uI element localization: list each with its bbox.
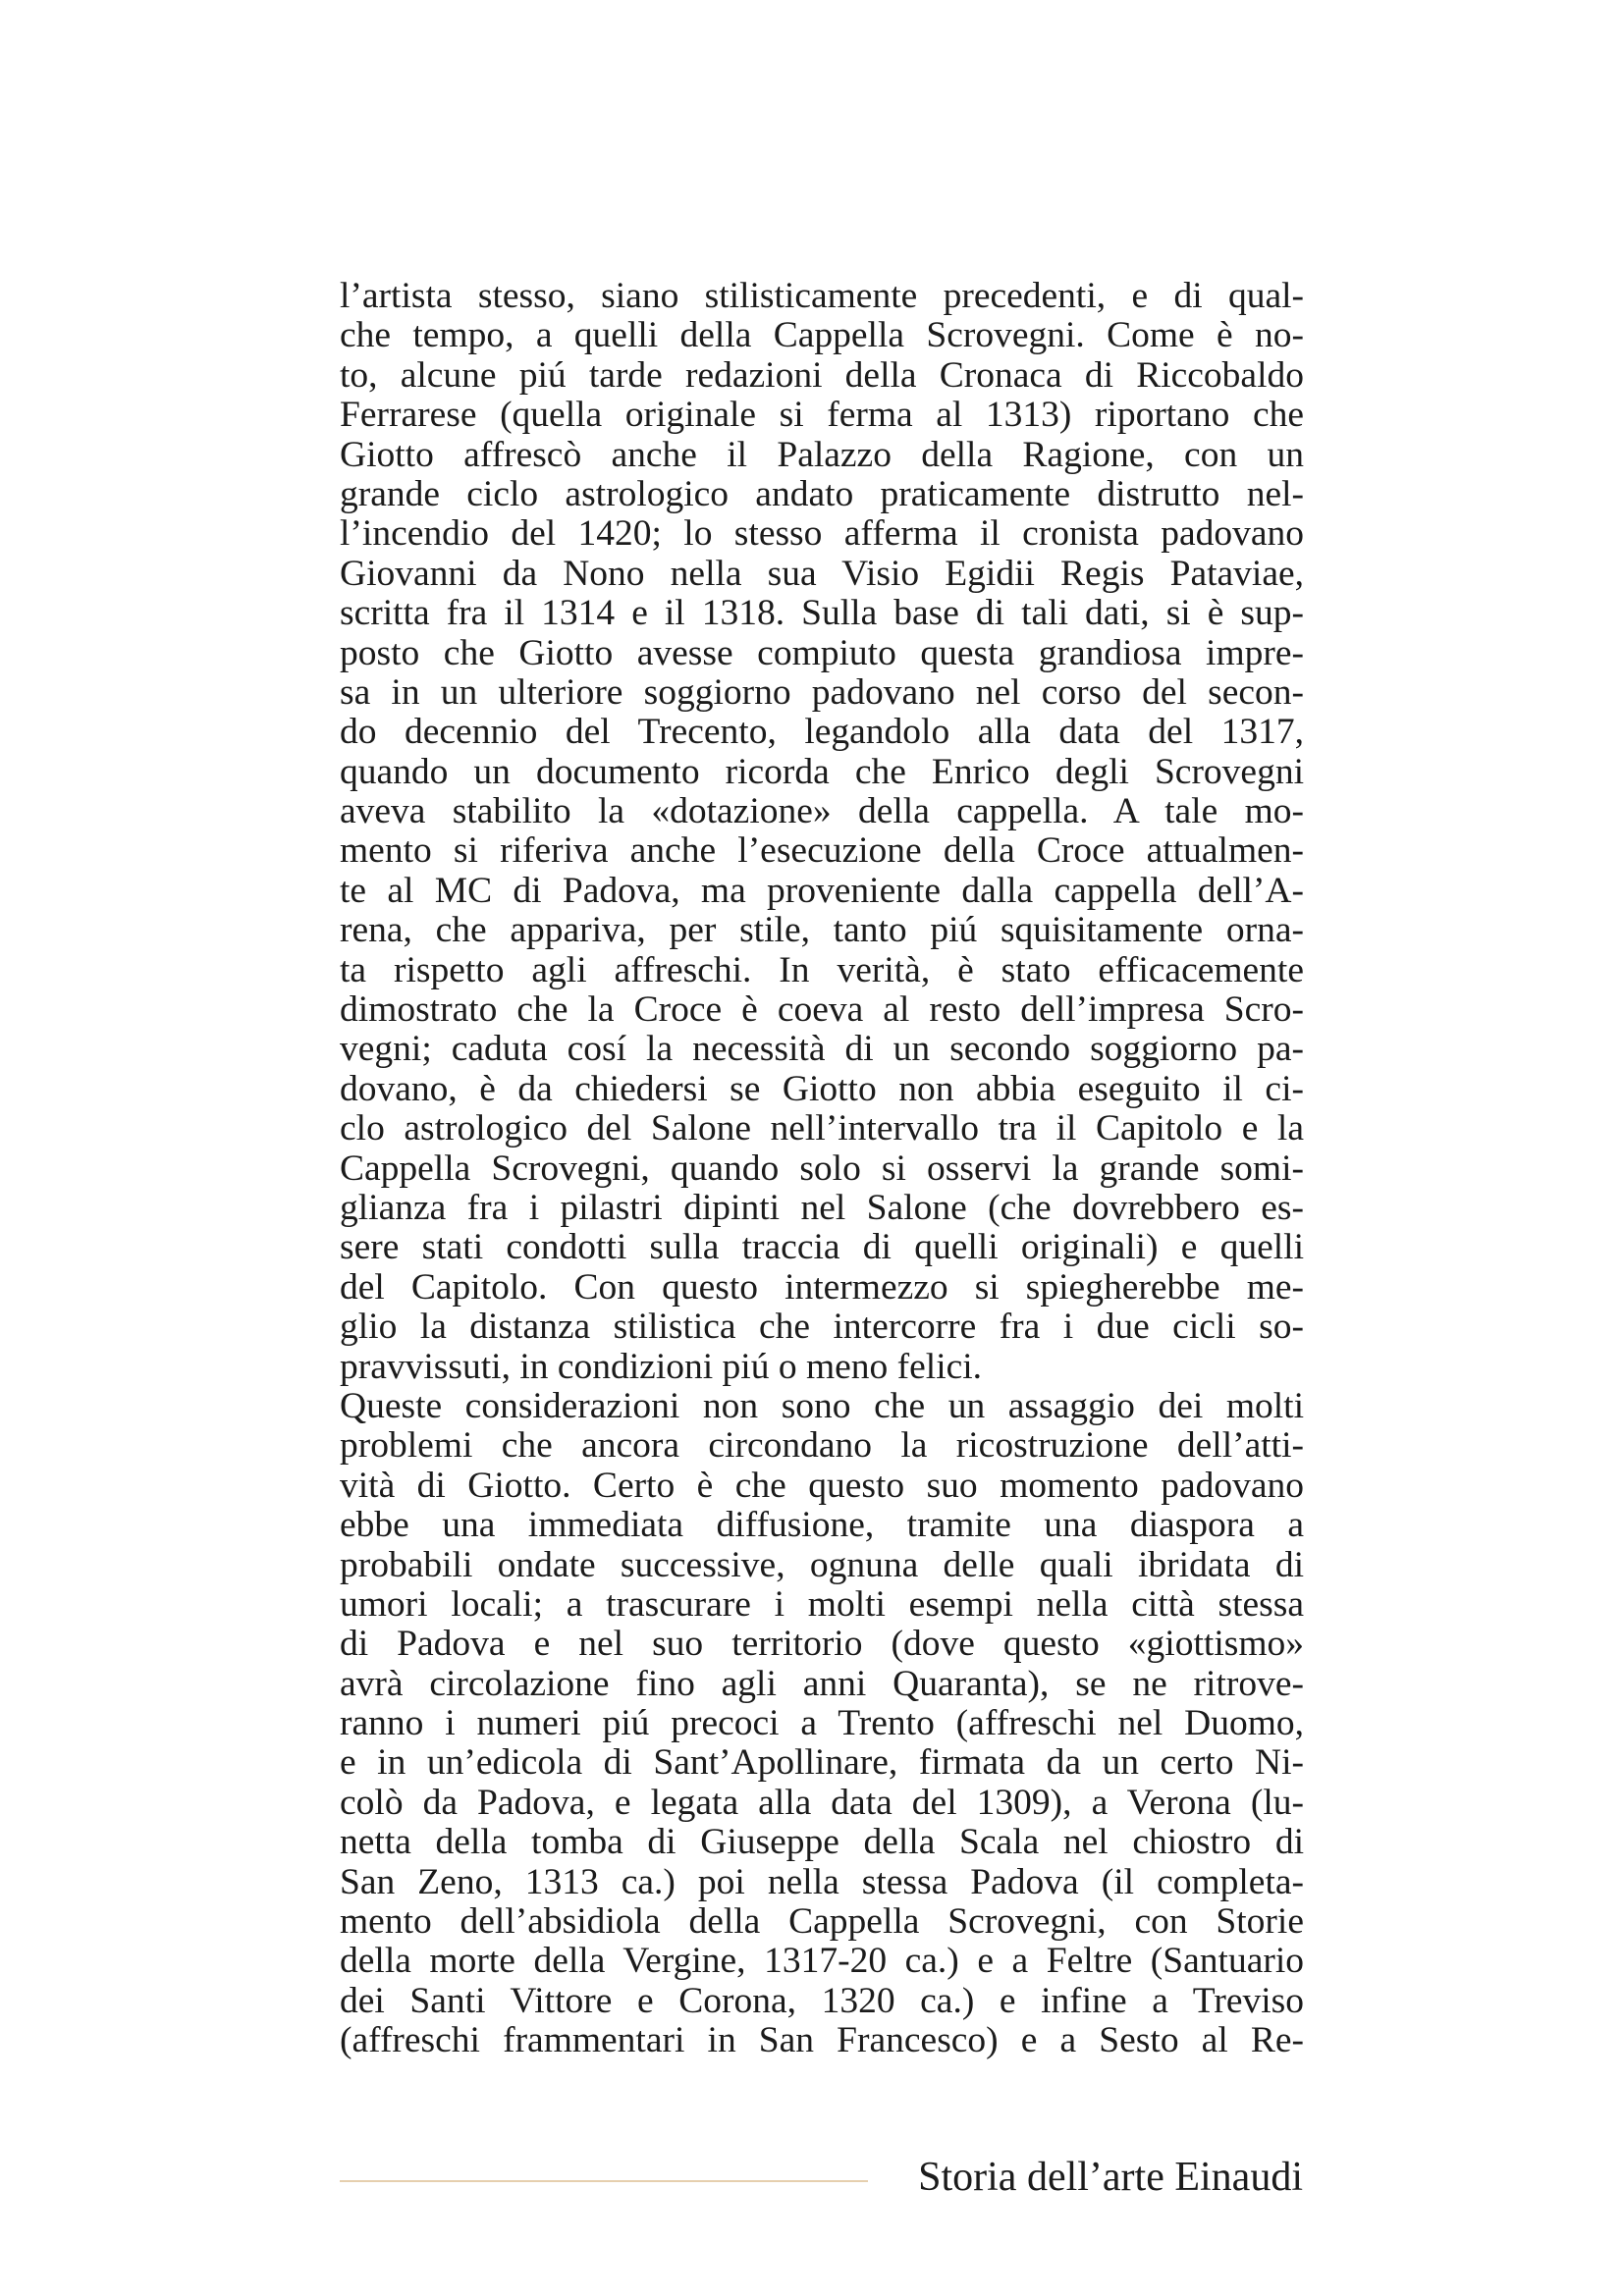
text-line: San Zeno, 1313 ca.) poi nella stessa Padova (il completa-: [340, 1861, 1304, 1902]
text-line: netta della tomba di Giuseppe della Scala nel chiostro di: [340, 1822, 1304, 1863]
text-line: pravvissuti, in condizioni piú o meno felici.: [340, 1346, 983, 1387]
text-line: ranno i numeri piú precoci a Trento (affreschi nel Duomo,: [340, 1703, 1304, 1744]
body-text: [340, 277, 1304, 2061]
text-line: avrà circolazione fino agli anni Quaranta), se ne ritrove-: [340, 1663, 1304, 1704]
text-line: Giotto affrescò anche il Palazzo della Ragione, con un: [340, 434, 1304, 475]
text-line: del Capitolo. Con questo intermezzo si spiegherebbe me-: [340, 1266, 1304, 1308]
text-line: dovano, è da chiedersi se Giotto non abbia eseguito il ci-: [340, 1068, 1304, 1109]
text-line: ta rispetto agli affreschi. In verità, è stato efficacemente: [340, 949, 1304, 990]
text-line: di Padova e nel suo territorio (dove questo «giottismo»: [340, 1624, 1304, 1665]
text-line: umori locali; a trascurare i molti esempi nella città stessa: [340, 1583, 1304, 1625]
text-line: della morte della Vergine, 1317-20 ca.) e a Feltre (Santuario: [340, 1941, 1304, 1982]
text-line: te al MC di Padova, ma proveniente dalla cappella dell’A-: [340, 870, 1304, 911]
text-line: dei Santi Vittore e Corona, 1320 ca.) e infine a Treviso: [340, 1980, 1304, 2021]
text-line: vegni; caduta cosí la necessità di un secondo soggiorno pa-: [340, 1029, 1304, 1070]
text-line: sere stati condotti sulla traccia di quelli originali) e quelli: [340, 1227, 1304, 1268]
text-line: posto che Giotto avesse compiuto questa grandiosa impre-: [340, 632, 1304, 673]
text-line: glio la distanza stilistica che intercorre fra i due cicli so-: [340, 1307, 1304, 1348]
text-line: Ferrarese (quella originale si ferma al 1313) riportano che: [340, 395, 1304, 436]
text-line: Giovanni da Nono nella sua Visio Egidii Regis Pataviae,: [340, 553, 1304, 594]
text-line: scritta fra il 1314 e il 1318. Sulla base di tali dati, si è sup-: [340, 593, 1304, 634]
text-line: to, alcune piú tarde redazioni della Cronaca di Riccobaldo: [340, 354, 1304, 396]
text-line: vità di Giotto. Certo è che questo suo momento padovano: [340, 1465, 1304, 1506]
text-line: aveva stabilito la «dotazione» della cappella. A tale mo-: [340, 791, 1304, 832]
text-line: dimostrato che la Croce è coeva al resto dell’impresa Scro-: [340, 989, 1304, 1031]
text-line: e in un’edicola di Sant’Apollinare, firmata da un certo Ni-: [340, 1742, 1304, 1784]
text-line: mento si riferiva anche l’esecuzione della Croce attualmen-: [340, 830, 1304, 872]
text-line: mento dell’absidiola della Cappella Scrovegni, con Storie: [340, 1901, 1304, 1943]
text-line: glianza fra i pilastri dipinti nel Salone (che dovrebbero es-: [340, 1187, 1304, 1228]
text-line: ebbe una immediata diffusione, tramite una diaspora a: [340, 1505, 1304, 1546]
text-line: Queste considerazioni non sono che un assaggio dei molti: [340, 1385, 1304, 1426]
text-line: do decennio del Trecento, legandolo alla data del 1317,: [340, 712, 1304, 753]
footer-book-title: Storia dell’arte Einaudi: [918, 2155, 1303, 2200]
text-line: Cappella Scrovegni, quando solo si osservi la grande somi-: [340, 1148, 1304, 1189]
text-line: rena, che appariva, per stile, tanto piú squisitamente orna-: [340, 910, 1304, 951]
text-line: probabili ondate successive, ognuna delle quali ibridata di: [340, 1544, 1304, 1585]
text-line: problemi che ancora circondano la ricostruzione dell’atti-: [340, 1425, 1304, 1467]
text-line: (affreschi frammentari in San Francesco) e a Sesto al Re-: [340, 2020, 1304, 2061]
text-line: grande ciclo astrologico andato praticamente distrutto nel-: [340, 473, 1304, 514]
text-line: che tempo, a quelli della Cappella Scrovegni. Come è no-: [340, 315, 1304, 356]
text-line: clo astrologico del Salone nell’intervallo tra il Capitolo e la: [340, 1108, 1304, 1149]
text-line: sa in un ulteriore soggiorno padovano nel corso del secon-: [340, 671, 1304, 713]
text-line: quando un documento ricorda che Enrico degli Scrovegni: [340, 751, 1304, 792]
text-line: l’artista stesso, siano stilisticamente precedenti, e di qual-: [340, 276, 1304, 316]
footer-divider: [340, 2180, 868, 2182]
text-line: colò da Padova, e legata alla data del 1309), a Verona (lu-: [340, 1782, 1304, 1823]
text-line: l’incendio del 1420; lo stesso afferma il cronista padovano: [340, 513, 1304, 555]
